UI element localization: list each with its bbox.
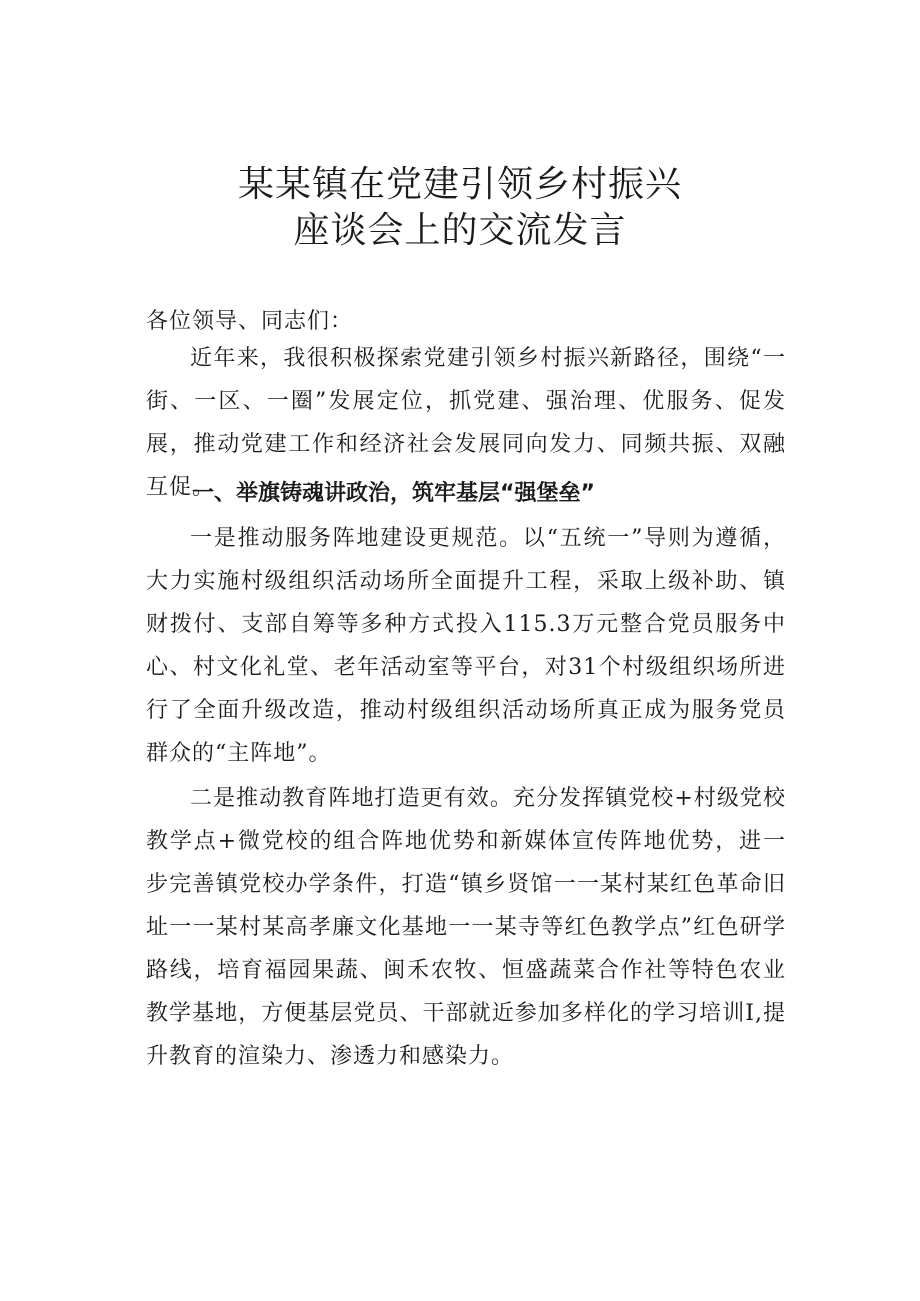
greeting: 各位领导、同志们：: [146, 309, 354, 334]
section-heading: 一、举旗铸魂讲政治，筑牢基层“强堡垒”: [192, 481, 595, 506]
document-title-line-1: 某某镇在党建引领乡村振兴: [237, 164, 682, 205]
document-title-line-2: 座谈会上的交流发言: [293, 210, 627, 251]
paragraph-intro: 近年来，我很积极探索党建引领乡村振兴新路径，围绕“一街、一区、一圈”发展定位，抓党建、强治理、优服务、促发展，推动党建工作和经济社会发展同向发力、同频共振、双融互促。: [146, 346, 786, 500]
paragraph-education-position: 二是推动教育阵地打造更有效。充分发挥镇党校+村级党校教学点+微党校的组合阵地优势和新媒体宣传阵地优势，进一步完善镇党校办学条件，打造“镇乡贤馆一一某村某红色革命旧址一一某村某高孝廉文化基地一一某寺等红色教学点”红色研学路线，培育福园果蔬、闽禾农牧、恒盛蔬菜合作社等特色农业教学基地，方便基层党员、干部就近参加多样化的学习培训I,提升教育的渲染力、渗透力和感染力。: [146, 786, 786, 1069]
paragraph-service-position: 一是推动服务阵地建设更规范。以“五统一”导则为遵循，大力实施村级组织活动场所全面提升工程，采取上级补助、镇财拨付、支部自筹等多种方式投入115.3万元整合党员服务中心、村文化礼堂、老年活动室等平台，对31个村级组织场所进行了全面升级改造，推动村级组织活动场所真正成为服务党员群众的“主阵地”。: [146, 526, 786, 766]
